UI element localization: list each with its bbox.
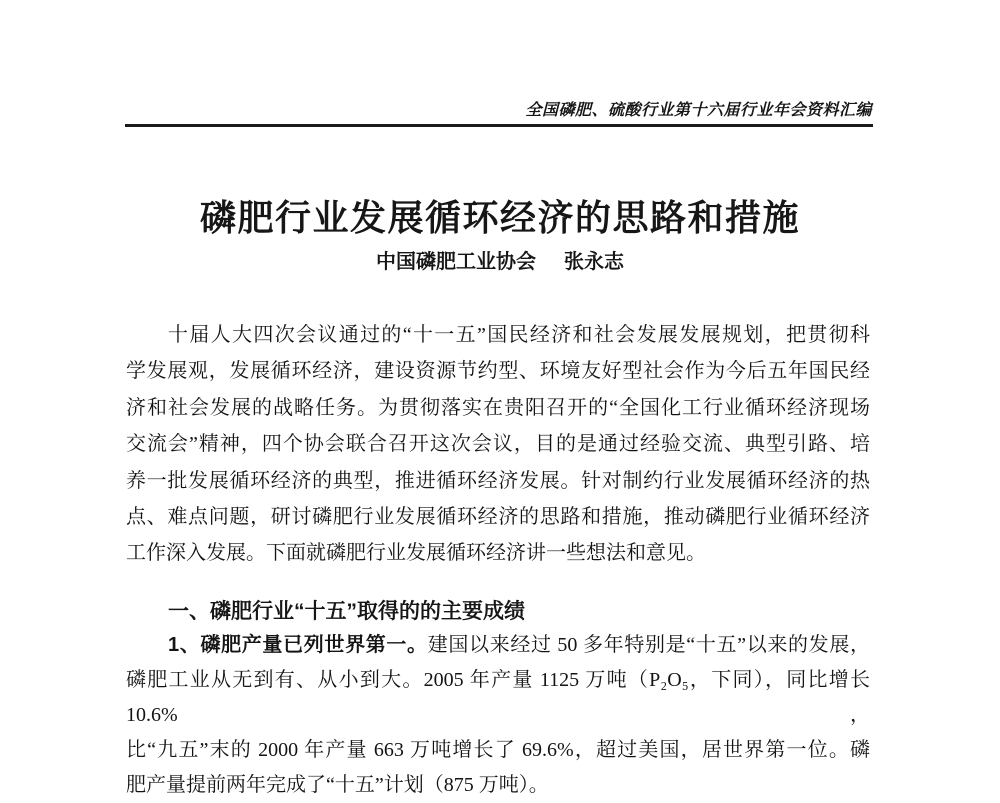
item-1-lead: 1、磷肥产量已列世界第一。 [168,634,428,656]
author-name: 张永志 [564,251,624,273]
author-org: 中国磷肥工业协会 [376,251,536,273]
item-1-text: 建国以来经过 50 多年特别是“十五”以来的发展， [427,634,870,656]
paragraph-line: 比“九五”末的 2000 年产量 663 万吨增长了 69.6%，超过美国，居世界第一位。磷 [126,739,870,761]
section-1-heading: 一、磷肥行业“十五”取得的的主要成绩 [168,600,525,623]
paragraph-line: 养一批发展循环经济的典型，推进循环经济发展。针对制约行业发展循环经济的热 [126,469,870,492]
author-line [110,250,890,274]
paragraph-line: 学发展观，发展循环经济，建设资源节约型、环境友好型社会作为今后五年国民经 [126,360,870,383]
paragraph-line: 十届人大四次会议通过的“十一五”国民经济和社会发展发展规划，把贯彻科 [168,324,870,346]
paragraph-line: 磷肥工业从无到有、从小到大。2005 年产量 1125 万吨（P₂O₅，下同），同比增长 10.6%， [126,669,870,726]
paragraph-line: 点、难点问题，研讨磷肥行业发展循环经济的思路和措施，推动磷肥行业循环经济 [126,506,870,529]
intro-paragraph [126,317,870,572]
running-header: 全国磷肥、硫酸行业第十六届行业年会资料汇编 [525,102,872,119]
paragraph-line [126,628,870,663]
header-rule [125,124,873,127]
paragraph-line: 交流会”精神，四个协会联合召开这次会议，目的是通过经验交流、典型引路、培 [126,433,870,456]
paragraph-line: 肥产量提前两年完成了“十五”计划（875 万吨）。 [126,774,549,796]
paragraph-line: 济和社会发展的战略任务。为贯彻落实在贵阳召开的“全国化工行业循环经济现场 [126,396,870,419]
article-title: 磷肥行业发展循环经济的思路和措施 [199,197,800,238]
section-1-paragraph [126,628,870,803]
paragraph-line: 工作深入发展。下面就磷肥行业发展循环经济讲一些想法和意见。 [126,542,706,565]
